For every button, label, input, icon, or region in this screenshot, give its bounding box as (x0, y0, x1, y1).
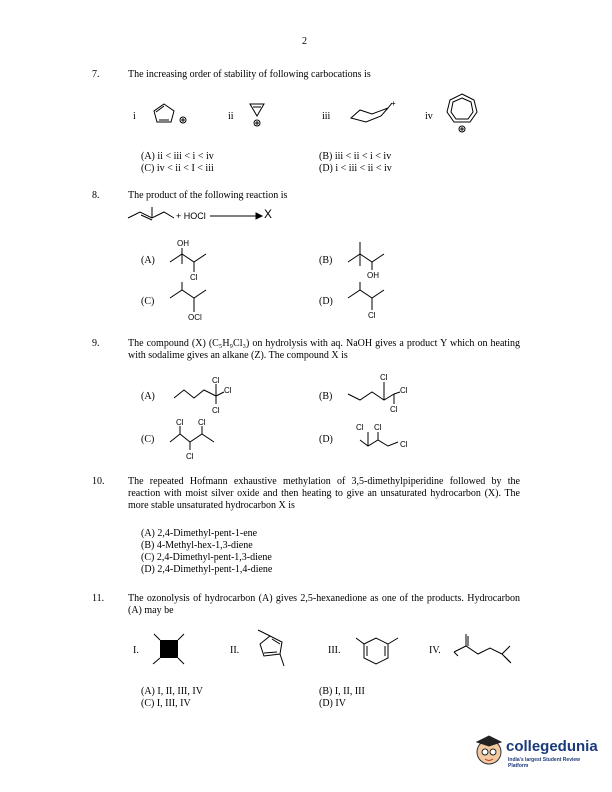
q9-option-a-label: (A) (141, 391, 155, 402)
q8-product: X (264, 207, 273, 221)
q11-text: The ozonolysis of hydrocarbon (A) gives 2,5-hexanedione as one of the products. Hydrocarbon (A) may be (128, 593, 520, 616)
svg-text:Cl: Cl (224, 386, 232, 395)
svg-text:Cl: Cl (356, 423, 364, 432)
q7-option-a: (A) ii < iii < i < iv (141, 151, 214, 162)
q8-option-d-label: (D) (319, 296, 333, 307)
q8-option-d-structure (346, 280, 390, 324)
q11-structure-iii (352, 630, 404, 670)
logo-name: collegedunia (506, 738, 598, 755)
q8-option-a-label: (A) (141, 255, 155, 266)
q8-option-a-structure (168, 240, 212, 282)
q8-option-b-label: (B) (319, 255, 333, 266)
q8-reactant (128, 204, 176, 224)
q10-number: 10. (92, 476, 105, 487)
q10-option-a: (A) 2,4-Dimethyl-pent-1-ene (141, 528, 258, 539)
q8-option-b-structure (346, 240, 390, 282)
svg-text:Cl: Cl (400, 386, 408, 395)
q7-label-i: i (133, 111, 136, 122)
q7-option-d: (D) i < iii < ii < iv (319, 163, 392, 174)
q7-label-ii: ii (228, 111, 234, 122)
q9-option-d-label: (D) (319, 434, 333, 445)
q11-label-iii: III. (328, 645, 341, 656)
student-mascot-icon (474, 734, 504, 768)
q8-c-ocl: OCl (188, 313, 202, 322)
svg-text:Cl: Cl (198, 418, 206, 427)
logo-tagline: India's largest Student Review Platform (508, 757, 581, 769)
q10-option-c: (C) 2,4-Dimethyl-pent-1,3-diene (141, 552, 272, 563)
q7-number: 7. (92, 69, 100, 80)
q11-label-ii: II. (230, 645, 240, 656)
svg-text:Cl: Cl (380, 373, 388, 382)
q11-label-iv: IV. (429, 645, 441, 656)
q7-structure-ii (248, 100, 270, 130)
q7-structure-iii (348, 100, 398, 130)
q9-option-d-structure (346, 420, 416, 456)
q11-structure-i (150, 630, 190, 666)
svg-text:Cl: Cl (176, 418, 184, 427)
q7-structure-iv (444, 92, 480, 134)
svg-text:Cl: Cl (212, 376, 220, 385)
q9-option-a-structure (172, 374, 236, 418)
q11-option-c: (C) I, III, IV (141, 698, 191, 709)
q9-option-c-structure (168, 418, 228, 464)
q9-option-c-label: (C) (141, 434, 155, 445)
svg-text:Cl: Cl (186, 452, 194, 461)
q7-text: The increasing order of stability of following carbocations is (128, 69, 371, 80)
q7-option-b: (B) iii < ii < i < iv (319, 151, 392, 162)
q9-option-b-label: (B) (319, 391, 333, 402)
q7-structure-i (150, 100, 190, 130)
q8-b-oh: OH (367, 271, 379, 280)
svg-text:Cl: Cl (212, 406, 220, 415)
q8-d-cl: Cl (368, 311, 376, 320)
svg-text:Cl: Cl (390, 405, 398, 414)
q9-option-b-structure (346, 372, 410, 418)
q11-option-a: (A) I, II, III, IV (141, 686, 203, 697)
q11-number: 11. (92, 593, 105, 604)
q7-option-c: (C) iv < ii < I < iii (141, 163, 214, 174)
q8-reagent: + HOCl (176, 211, 206, 221)
svg-text:Cl: Cl (374, 423, 382, 432)
q7-label-iii: iii (322, 111, 331, 122)
q9-text: The compound (X) (C₅H₉Cl₃) on hydrolysis with aq. NaOH gives a product Y which on heating with sodalime gives an alkane (Z). The compound X is (128, 338, 520, 361)
q7-label-iv: iv (425, 111, 433, 122)
q9-number: 9. (92, 338, 100, 349)
collegedunia-logo[interactable] (474, 734, 598, 774)
q10-text: The repeated Hofmann exhaustive methylation of 3,5-dimethylpiperidine followed by the reaction with moist silver oxide and then heating to give an unsaturated hydrocarbon (X). The more stable unsaturated hydrocarbon X is (128, 476, 520, 511)
q8-option-c-structure (168, 280, 212, 324)
q8-a-oh: OH (177, 239, 189, 248)
q10-option-b: (B) 4-Methyl-hex-1,3-diene (141, 540, 253, 551)
q11-label-i: I. (133, 645, 139, 656)
q11-structure-ii (250, 626, 294, 670)
svg-text:Cl: Cl (400, 440, 408, 449)
q8-option-c-label: (C) (141, 296, 155, 307)
q10-option-d: (D) 2,4-Dimethyl-pent-1,4-diene (141, 564, 273, 575)
q8-text: The product of the following reaction is (128, 190, 288, 201)
q8-number: 8. (92, 190, 100, 201)
q11-option-b: (B) I, II, III (319, 686, 365, 697)
svg-text:+: + (391, 99, 396, 108)
q8-a-cl: Cl (190, 273, 198, 282)
q11-option-d: (D) IV (319, 698, 346, 709)
q11-structure-iv (452, 630, 524, 670)
page-number: 2 (302, 36, 307, 47)
q8-reaction-arrow-icon (210, 212, 262, 220)
